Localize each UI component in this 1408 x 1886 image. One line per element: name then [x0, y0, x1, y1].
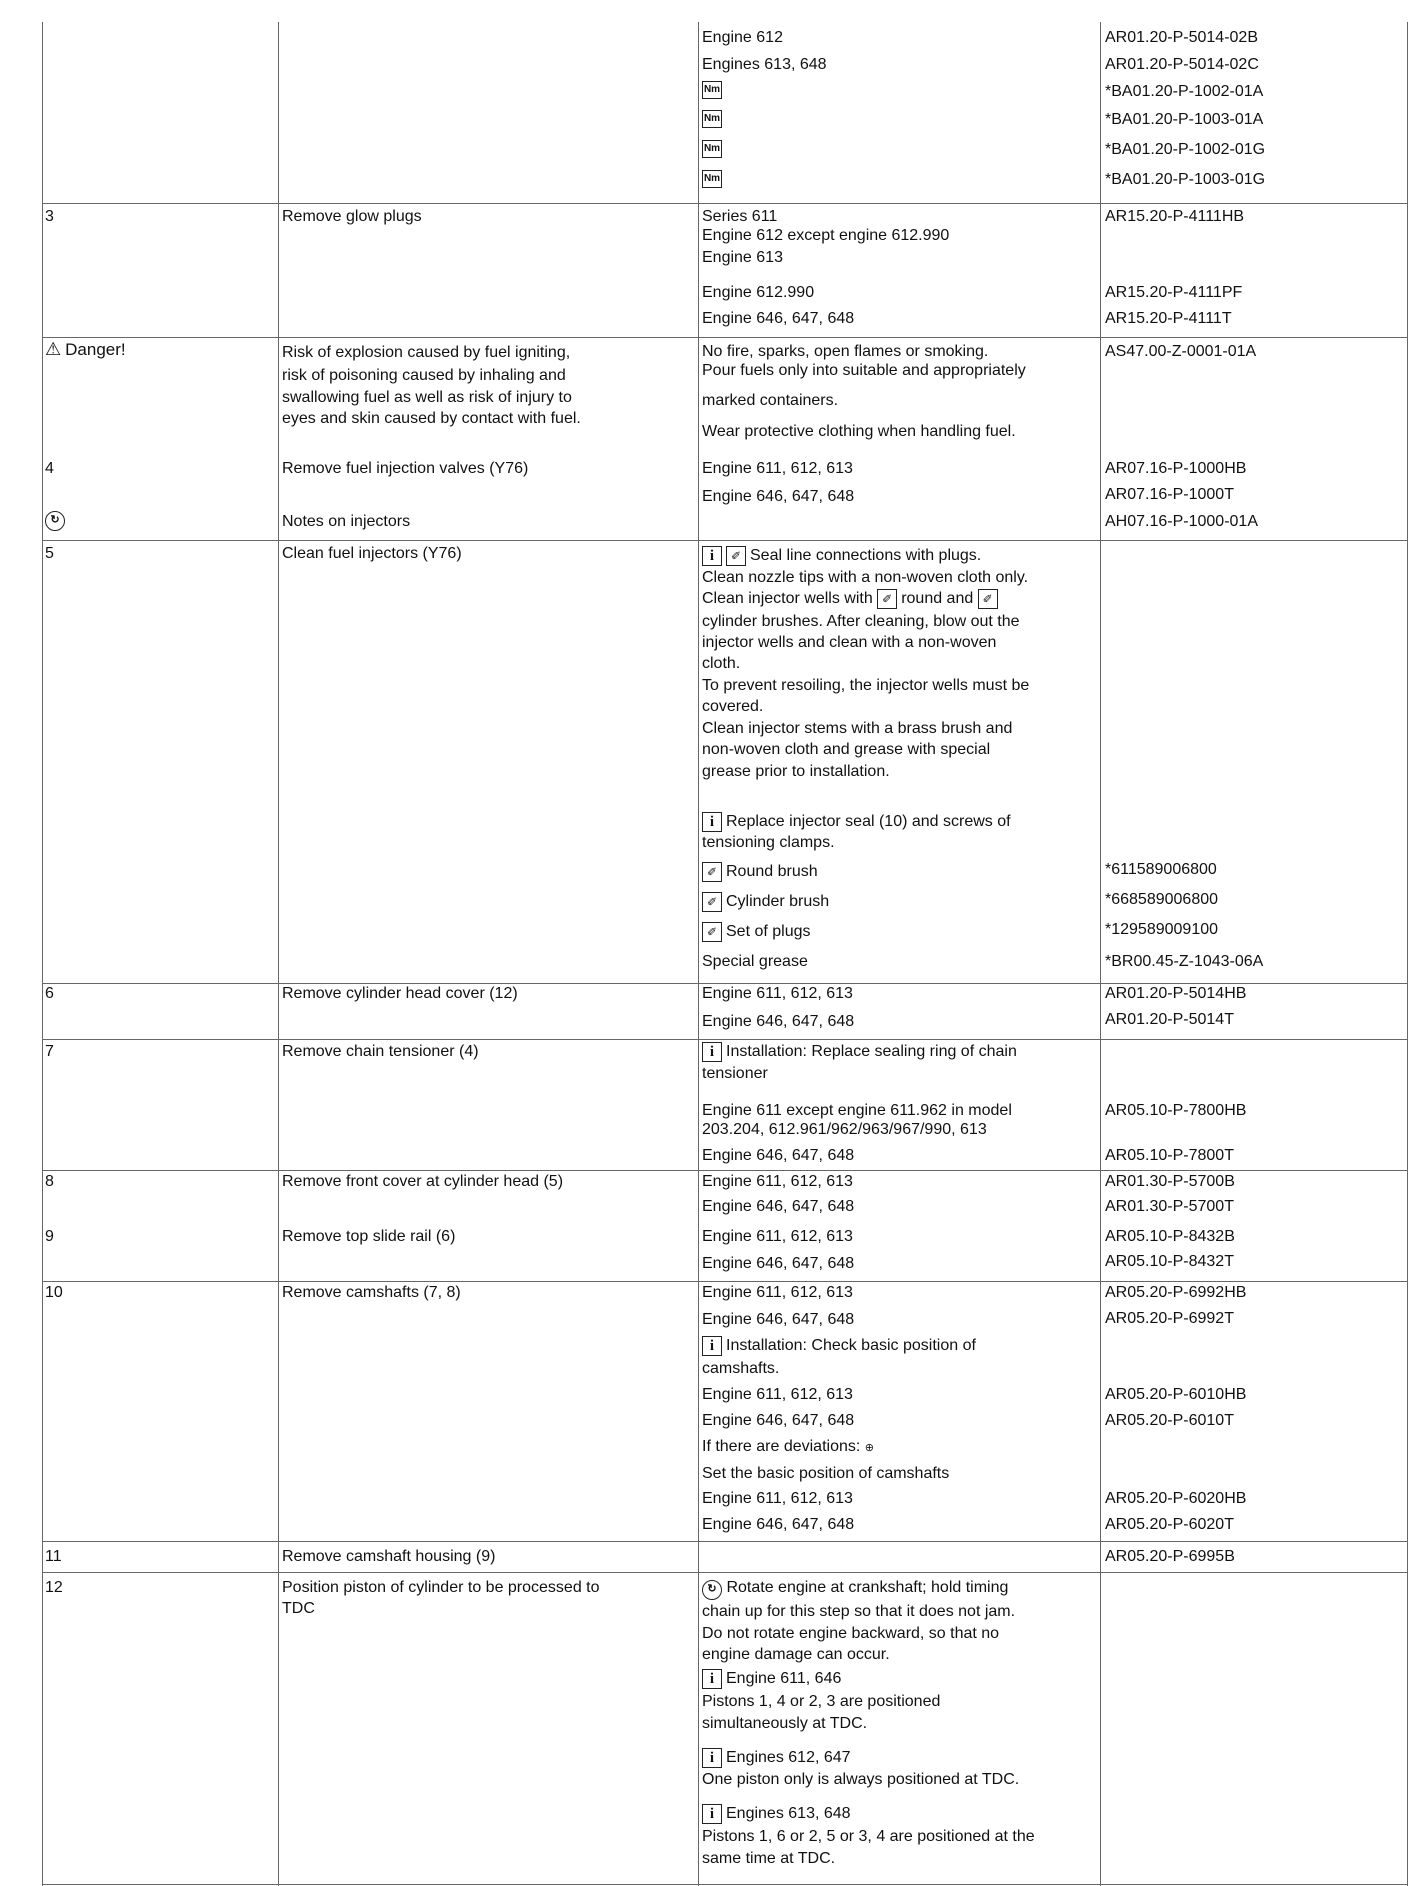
engine-cell: Engine 613 [702, 249, 783, 266]
reference-link[interactable]: AR15.20-P-4111PF [1105, 284, 1243, 301]
note-marker [45, 509, 65, 531]
step-number: 12 [45, 1579, 63, 1596]
instruction-line: To prevent resoiling, the injector wells must be [702, 677, 1030, 694]
instruction-line: Clean injector stems with a brass brush and [702, 720, 1013, 737]
engine-cell: Engine 611 except engine 611.962 in model [702, 1102, 1012, 1119]
instruction-line: tensioning clamps. [702, 834, 835, 851]
instruction-line: Pistons 1, 4 or 2, 3 are positioned [702, 1693, 941, 1710]
part-number-link[interactable]: *129589009100 [1105, 921, 1219, 938]
safety-measure: Wear protective clothing when handling fuel. [702, 423, 1016, 440]
info-icon[interactable]: i [702, 1748, 722, 1768]
danger-label [45, 340, 126, 359]
engine-cell: Engine 646, 647, 648 [702, 1255, 855, 1272]
reference-link[interactable]: AR01.30-P-5700T [1105, 1198, 1234, 1215]
instruction-line: same time at TDC. [702, 1850, 836, 1867]
tool-item: ✐ Cylinder brush [702, 892, 829, 912]
torque-reference-link[interactable]: *BA01.20-P-1002-01G [1105, 141, 1266, 158]
engine-cell: Engine 646, 647, 648 [702, 1311, 855, 1328]
part-number-link[interactable]: *668589006800 [1105, 891, 1219, 908]
engine-cell: Engine 611, 612, 613 [702, 1173, 853, 1190]
torque-reference-link[interactable]: *BA01.20-P-1002-01A [1105, 83, 1264, 100]
danger-description: risk of poisoning caused by inhaling and [282, 367, 566, 384]
reference-link[interactable]: AR05.10-P-7800HB [1105, 1102, 1247, 1119]
row-divider [42, 1541, 1408, 1542]
danger-description: swallowing fuel as well as risk of injury to [282, 389, 572, 406]
tool-item: ✐ Set of plugs [702, 922, 811, 942]
torque-row [702, 80, 726, 99]
instruction-line: cylinder brushes. After cleaning, blow out the [702, 613, 1020, 630]
engine-cell: Engine 646, 647, 648 [702, 488, 855, 505]
row-divider [42, 1170, 1408, 1171]
engine-cell: Engine 611, 612, 613 [702, 985, 853, 1002]
torque-row [702, 139, 726, 158]
column-divider [698, 22, 699, 1886]
note-arrow-icon: ↻ [45, 511, 65, 531]
instruction-line: cloth. [702, 655, 741, 672]
instruction-line: If there are deviations: ⊕ [702, 1438, 874, 1455]
special-tool-icon[interactable]: ✐ [978, 589, 998, 609]
engine-cell: Engine 611, 612, 613 [702, 1386, 853, 1403]
step-number: 3 [45, 208, 54, 225]
instruction-line: chain up for this step so that it does not jam. [702, 1603, 1016, 1620]
table-border-bottom [42, 1884, 1408, 1885]
engine-cell: Engine 646, 647, 648 [702, 1412, 855, 1429]
column-divider [278, 22, 279, 1886]
special-tool-icon[interactable]: ✐ [726, 546, 746, 566]
step-action: Remove fuel injection valves (Y76) [282, 460, 529, 477]
engine-cell: Engine 646, 647, 648 [702, 1198, 855, 1215]
instruction-line: i Installation: Check basic position of [702, 1336, 976, 1356]
reference-link[interactable]: AR05.20-P-6010T [1105, 1412, 1234, 1429]
reference-link[interactable]: AH07.16-P-1000-01A [1105, 513, 1258, 530]
danger-description: Risk of explosion caused by fuel igniting, [282, 344, 571, 361]
info-icon[interactable]: i [702, 1336, 722, 1356]
column-divider [1100, 22, 1101, 1886]
engine-cell: Engine 612 except engine 612.990 [702, 227, 950, 244]
step-action: Remove camshaft housing (9) [282, 1548, 496, 1565]
reference-link[interactable]: AR05.10-P-8432B [1105, 1228, 1235, 1245]
torque-nm-icon[interactable]: Nm [702, 81, 722, 99]
reference-link[interactable]: AR01.20-P-5014-02B [1105, 29, 1258, 46]
engine-cell: Series 611 [702, 208, 778, 225]
row-divider [42, 1039, 1408, 1040]
instruction-line: i Replace injector seal (10) and screws of [702, 812, 1011, 832]
reference-link[interactable]: AR05.10-P-7800T [1105, 1147, 1234, 1164]
instruction-line: Set the basic position of camshafts [702, 1465, 950, 1482]
step-action: Remove front cover at cylinder head (5) [282, 1173, 564, 1190]
engine-cell: Engine 611, 612, 613 [702, 1490, 853, 1507]
row-divider [42, 337, 1408, 338]
instruction-line: engine damage can occur. [702, 1646, 890, 1663]
reference-link[interactable]: AR05.20-P-6020T [1105, 1516, 1234, 1533]
danger-warning-icon: ⚠ [45, 339, 62, 359]
danger-text: Danger! [65, 340, 126, 359]
instruction-line: tensioner [702, 1065, 768, 1082]
rotate-arrow-icon: ↻ [702, 1580, 722, 1600]
instruction-line: injector wells and clean with a non-woven [702, 634, 997, 651]
step-action: Position piston of cylinder to be processed to [282, 1579, 600, 1596]
reference-link[interactable]: AR05.20-P-6995B [1105, 1548, 1235, 1565]
info-icon[interactable]: i [702, 546, 722, 566]
reference-link[interactable]: AR01.20-P-5014T [1105, 1011, 1234, 1028]
instruction-line: i Engines 613, 648 [702, 1804, 851, 1824]
reference-link[interactable]: AR05.20-P-6992T [1105, 1310, 1234, 1327]
step-number: 6 [45, 985, 54, 1002]
reference-link[interactable]: AR07.16-P-1000T [1105, 486, 1234, 503]
reference-link[interactable]: AS47.00-Z-0001-01A [1105, 343, 1257, 360]
special-tool-icon[interactable]: ✐ [702, 922, 722, 942]
row-divider [42, 1572, 1408, 1573]
reference-link[interactable]: AR05.20-P-6992HB [1105, 1284, 1247, 1301]
instruction-line: Pistons 1, 6 or 2, 5 or 3, 4 are positioned at the [702, 1828, 1035, 1845]
torque-nm-icon[interactable]: Nm [702, 110, 722, 128]
instruction-line: i Engine 611, 646 [702, 1669, 841, 1689]
engine-cell: Engine 646, 647, 648 [702, 1013, 855, 1030]
engine-cell: Engine 612 [702, 29, 783, 46]
note-action: Notes on injectors [282, 513, 411, 530]
info-icon[interactable]: i [702, 812, 722, 832]
instruction-line: ↻ Rotate engine at crankshaft; hold timing [702, 1578, 1008, 1600]
row-divider [42, 1281, 1408, 1282]
step-number: 11 [45, 1548, 62, 1565]
special-tool-icon[interactable]: ✐ [702, 892, 722, 912]
torque-reference-link[interactable]: *BA01.20-P-1003-01A [1105, 111, 1264, 128]
step-number: 4 [45, 460, 54, 477]
instruction-line: Do not rotate engine backward, so that no [702, 1625, 1000, 1642]
instruction-line: One piston only is always positioned at TDC. [702, 1771, 1020, 1788]
engine-cell: Engines 613, 648 [702, 56, 827, 73]
step-number: 8 [45, 1173, 54, 1190]
special-tool-icon[interactable]: ✐ [702, 862, 722, 882]
engine-cell: Engine 646, 647, 648 [702, 310, 855, 327]
danger-description: eyes and skin caused by contact with fuel. [282, 410, 581, 427]
step-number: 7 [45, 1043, 54, 1060]
step-action: Remove top slide rail (6) [282, 1228, 456, 1245]
instruction-line: camshafts. [702, 1360, 780, 1377]
step-action: TDC [282, 1600, 315, 1617]
reference-link[interactable]: AR01.20-P-5014HB [1105, 985, 1247, 1002]
step-number: 10 [45, 1284, 63, 1301]
torque-nm-icon[interactable]: Nm [702, 140, 722, 158]
engine-cell: Engine 611, 612, 613 [702, 1284, 853, 1301]
reference-link[interactable]: AR01.20-P-5014-02C [1105, 56, 1259, 73]
row-divider [42, 540, 1408, 541]
engine-cell: Engine 646, 647, 648 [702, 1516, 855, 1533]
reference-link[interactable]: AR07.16-P-1000HB [1105, 460, 1247, 477]
instruction-line: i Installation: Replace sealing ring of chain [702, 1042, 1017, 1062]
tool-item: Special grease [702, 953, 808, 970]
safety-measure: No fire, sparks, open flames or smoking. [702, 343, 989, 360]
instruction-line: i Engines 612, 647 [702, 1748, 851, 1768]
part-number-link[interactable]: *BR00.45-Z-1043-06A [1105, 953, 1264, 970]
deviation-marker-icon: ⊕ [864, 1442, 874, 1454]
instruction-line: covered. [702, 698, 764, 715]
step-action: Remove chain tensioner (4) [282, 1043, 479, 1060]
safety-measure: marked containers. [702, 392, 839, 409]
instruction-line: grease prior to installation. [702, 763, 890, 780]
instruction-line: non-woven cloth and grease with special [702, 741, 991, 758]
reference-link[interactable]: AR01.30-P-5700B [1105, 1173, 1235, 1190]
torque-row [702, 169, 726, 188]
info-icon[interactable]: i [702, 1042, 722, 1062]
part-number-link[interactable]: *611589006800 [1105, 861, 1217, 878]
reference-link[interactable]: AR15.20-P-4111HB [1105, 208, 1245, 225]
info-icon[interactable]: i [702, 1669, 722, 1689]
info-icon[interactable]: i [702, 1804, 722, 1824]
engine-cell: Engine 612.990 [702, 284, 815, 301]
safety-measure: Pour fuels only into suitable and appropriately [702, 362, 1026, 379]
tool-item: ✐ Round brush [702, 862, 818, 882]
step-action: Remove cylinder head cover (12) [282, 985, 518, 1002]
engine-cell: 203.204, 612.961/962/963/967/990, 613 [702, 1121, 987, 1138]
torque-row [702, 109, 726, 128]
special-tool-icon[interactable]: ✐ [877, 589, 897, 609]
row-divider [42, 203, 1408, 204]
table-border-left [42, 22, 43, 1886]
engine-cell: Engine 646, 647, 648 [702, 1147, 855, 1164]
torque-reference-link[interactable]: *BA01.20-P-1003-01G [1105, 171, 1266, 188]
step-action: Remove camshafts (7, 8) [282, 1284, 461, 1301]
step-action: Clean fuel injectors (Y76) [282, 545, 462, 562]
reference-link[interactable]: AR05.20-P-6010HB [1105, 1386, 1247, 1403]
instruction-line: i ✐ Seal line connections with plugs. [702, 546, 981, 566]
procedure-table [42, 22, 1408, 1886]
engine-cell: Engine 611, 612, 613 [702, 460, 853, 477]
instruction-line: simultaneously at TDC. [702, 1715, 868, 1732]
torque-nm-icon[interactable]: Nm [702, 170, 722, 188]
reference-link[interactable]: AR05.20-P-6020HB [1105, 1490, 1247, 1507]
engine-cell: Engine 611, 612, 613 [702, 1228, 853, 1245]
step-action: Remove glow plugs [282, 208, 422, 225]
reference-link[interactable]: AR15.20-P-4111T [1105, 310, 1232, 327]
step-number: 9 [45, 1228, 54, 1245]
step-number: 5 [45, 545, 54, 562]
instruction-line: Clean injector wells with ✐ round and ✐ [702, 589, 1002, 609]
instruction-line: Clean nozzle tips with a non-woven cloth only. [702, 569, 1029, 586]
reference-link[interactable]: AR05.10-P-8432T [1105, 1253, 1234, 1270]
